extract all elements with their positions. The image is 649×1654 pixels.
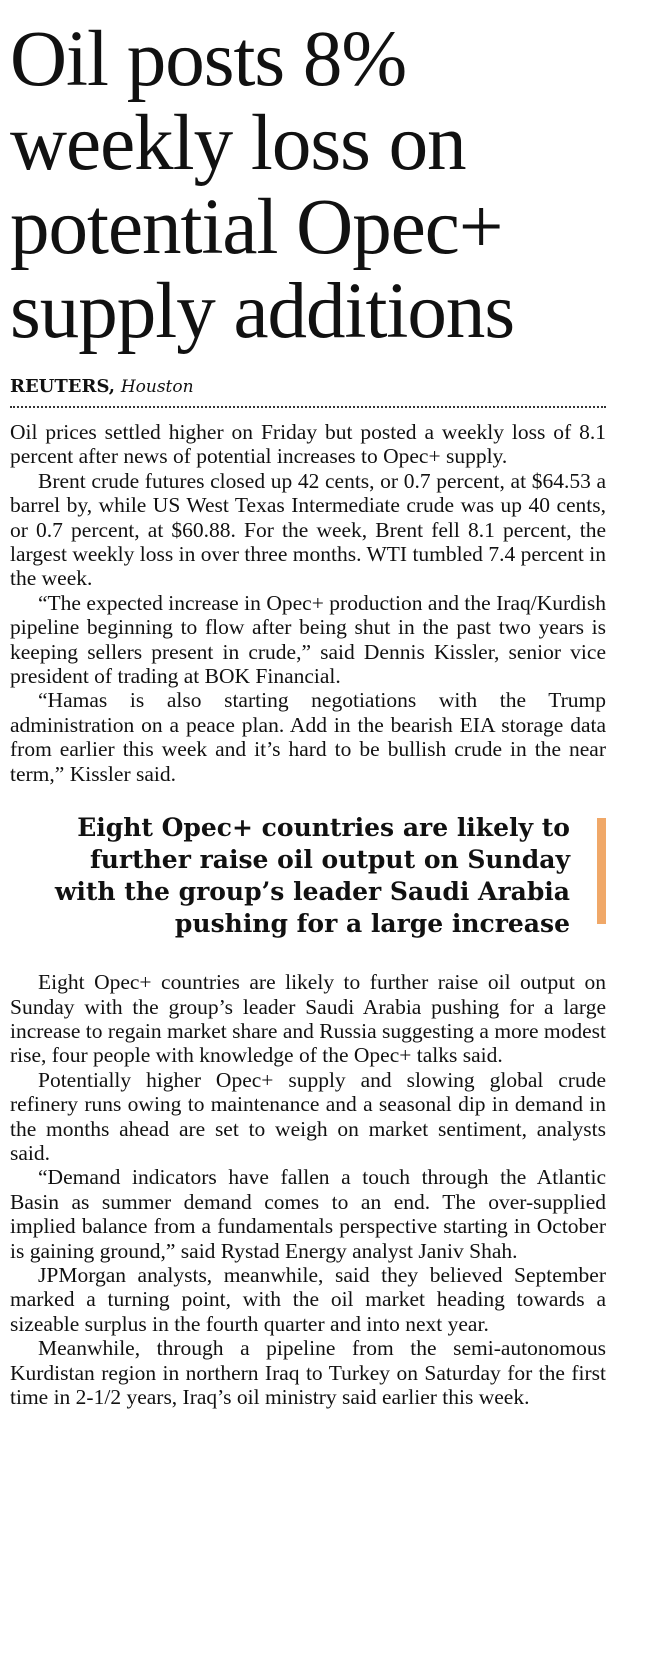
pull-quote-line: with the group’s leader Saudi Arabia bbox=[54, 877, 570, 907]
news-article bbox=[10, 0, 606, 1409]
article-body-bottom bbox=[10, 970, 606, 1409]
article-body-top bbox=[10, 420, 606, 786]
paragraph: Meanwhile, through a pipeline from the semi-autonomous Kurdistan region in northern Iraq to Turkey on Saturday for the first time in 2-1/2 years, Iraq’s oil ministry said earlier this week. bbox=[10, 1336, 606, 1409]
pull-quote-line: further raise oil output on Sunday bbox=[89, 845, 570, 875]
paragraph: “Demand indicators have fallen a touch through the Atlantic Basin as summer demand comes to an end. The over-supplied implied balance from a fundamentals perspective starting in October is gaining ground,” said Rystad Energy analyst Janiv Shah. bbox=[10, 1165, 606, 1263]
headline-line: weekly loss on bbox=[10, 100, 466, 187]
headline-line: potential Opec+ bbox=[10, 184, 503, 271]
byline bbox=[10, 376, 606, 408]
paragraph: Oil prices settled higher on Friday but posted a weekly loss of 8.1 percent after news of potential increases to Opec+ supply. bbox=[10, 420, 606, 469]
byline-agency: REUTERS, bbox=[10, 376, 116, 397]
pull-quote-line: pushing for a large increase bbox=[174, 909, 570, 939]
headline-line: supply additions bbox=[10, 268, 515, 355]
paragraph: “Hamas is also starting negotiations with the Trump administration on a peace plan. Add in the bearish EIA storage data from earlier this week and it’s hard to be bullish crude in the near term,” Kissler said. bbox=[10, 688, 606, 786]
headline bbox=[10, 18, 606, 354]
pull-quote-line: Eight Opec+ countries are likely to bbox=[77, 813, 570, 843]
paragraph: JPMorgan analysts, meanwhile, said they believed September marked a turning point, with the oil market heading towards a sizeable surplus in the fourth quarter and into next year. bbox=[10, 1262, 606, 1336]
paragraph: “The expected increase in Opec+ production and the Iraq/Kurdish pipeline beginning to flow after being shut in the past two years is keeping sellers present in crude,” said Dennis Kissler, senior vice president of trading at BOK Financial. bbox=[10, 590, 606, 689]
paragraph: Eight Opec+ countries are likely to further raise oil output on Sunday with the group’s leader Saudi Arabia pushing for a large increase to regain market share and Russia suggesting a more modest rise, four people with knowledge of the Opec+ talks said. bbox=[10, 970, 606, 1068]
pull-quote-accent-bar bbox=[597, 818, 606, 924]
paragraph: Potentially higher Opec+ supply and slowing global crude refinery runs owing to maintenance and a seasonal dip in demand in the months ahead are set to weigh on market sentiment, analysts said. bbox=[10, 1067, 606, 1165]
byline-place: Houston bbox=[120, 377, 194, 397]
pull-quote bbox=[10, 812, 606, 940]
paragraph: Brent crude futures closed up 42 cents, or 0.7 percent, at $64.53 a barrel by, while US West Texas Intermediate crude was up 40 cents, or 0.7 percent, at $60.88. For the week, Brent fell 8.1 percent, the largest weekly loss in over three months. WTI tumbled 7.4 percent in the week. bbox=[10, 468, 606, 591]
headline-line: Oil posts 8% bbox=[10, 16, 407, 103]
